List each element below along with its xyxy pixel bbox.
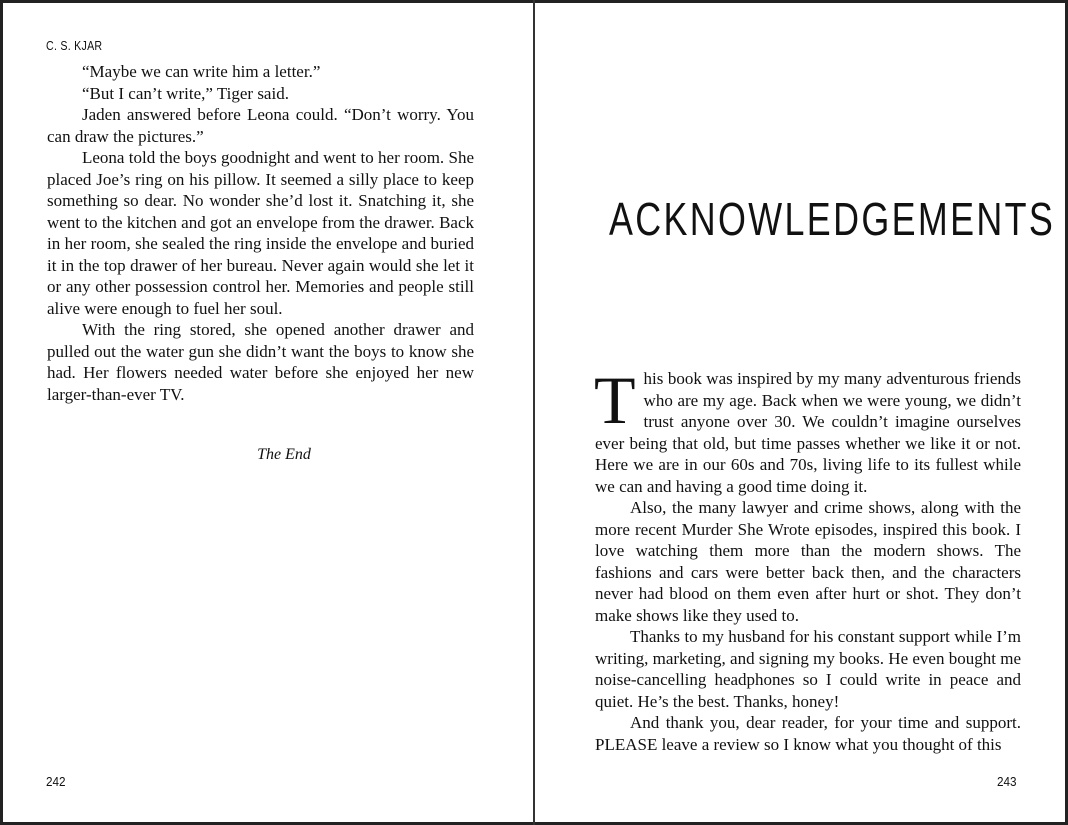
left-page: [0, 0, 533, 825]
paragraph: “Maybe we can write him a letter.”: [82, 62, 321, 81]
right-body-text: [594, 362, 1021, 755]
first-paragraph: [594, 362, 1021, 497]
paragraph: And thank you, dear reader, for your time and support. PLEASE leave a review so I know what you thought of this: [595, 713, 1021, 754]
paragraph: With the ring stored, she opened another drawer and pulled out the water gun she didn’t want the boys to know she had. Her flowers needed water before she enjoyed her new larger-than-ever TV.: [47, 320, 474, 404]
paragraph: Thanks to my husband for his constant support while I’m writing, marketing, and signing my books. He even bought me noise-cancelling headphones so I could write in peace and quiet. He’s the best. Thanks, honey!: [595, 627, 1021, 711]
running-head: C. S. KJAR: [46, 38, 103, 53]
paragraph: “But I can’t write,” Tiger said.: [82, 83, 289, 103]
paragraph: Leona told the boys goodnight and went to her room. She placed Joe’s ring on his pillow. It seemed a silly place to keep something so dear. No wonder she’d lost it. Snatching it, she went to the kitchen and got an envelope from the drawer. Back in her room, she sealed the ring inside the envelope and buried it in the top drawer of her bureau. Never again would she let it or any other possession control her. Memories and people still alive were enough to fuel her soul.: [47, 148, 474, 318]
right-page: [535, 0, 1068, 825]
closing-text-wrap: [47, 446, 521, 464]
drop-cap: T: [594, 362, 636, 438]
closing-text: The End: [257, 446, 311, 463]
paragraph: Jaden answered before Leona could. “Don’t worry. You can draw the pictures.”: [47, 105, 474, 146]
left-body-text: [47, 61, 474, 405]
paragraph: Also, the many lawyer and crime shows, along with the more recent Murder She Wrote episodes, inspired this book. I love watching them more than the modern shows. The fashions and cars were better back then, and the characters never had blood on them even after hurt or shot. They don’t make shows like they used to.: [595, 498, 1021, 625]
page-number-right: 243: [997, 774, 1017, 789]
page-number-left: 242: [46, 774, 66, 789]
chapter-title: ACKNOWLEDGEMENTS: [609, 193, 1056, 245]
paragraph-text: his book was inspired by my many adventurous friends who are my age. Back when we were young, we didn’t trust anyone over 30. We couldn’t imagine ourselves ever being that old, but time passes whether we like it or not. Here we are in our 60s and 70s, living life to its fullest while we can and having a good time doing it.: [595, 369, 1021, 496]
